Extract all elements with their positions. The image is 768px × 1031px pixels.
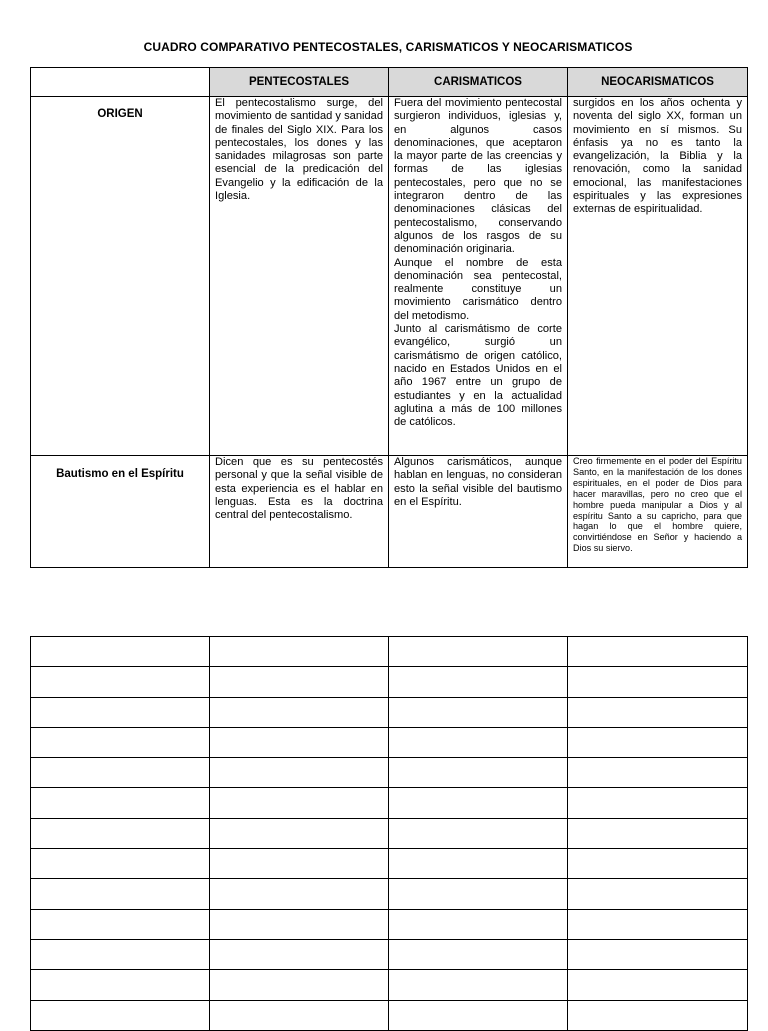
row-label-bautismo: Bautismo en el Espíritu — [31, 456, 210, 568]
empty-row — [31, 788, 748, 818]
empty-row — [31, 727, 748, 757]
empty-cell — [568, 818, 748, 848]
empty-cell — [389, 970, 568, 1000]
empty-cell — [568, 939, 748, 969]
empty-cell — [568, 727, 748, 757]
empty-cell — [389, 879, 568, 909]
empty-cell — [389, 697, 568, 727]
empty-cell — [568, 970, 748, 1000]
empty-row — [31, 970, 748, 1000]
empty-cell — [210, 1000, 389, 1030]
empty-cell — [568, 697, 748, 727]
cell-origen-pentecostales: El pentecostalismo surge, del movimiento de santidad y sanidad de finales del Siglo XIX. Para los pentecostales, los dones y las sanidades milagrosas son parte esencial de la predicación del Evangelio y la edificación de la Iglesia. — [210, 97, 389, 456]
empty-cell — [389, 727, 568, 757]
empty-cell — [31, 697, 210, 727]
empty-cell — [568, 909, 748, 939]
empty-row — [31, 1000, 748, 1030]
empty-cell — [389, 818, 568, 848]
empty-cell — [210, 788, 389, 818]
empty-cell — [31, 909, 210, 939]
empty-cell — [568, 849, 748, 879]
table-row — [31, 97, 748, 456]
empty-cell — [210, 637, 389, 667]
empty-cell — [210, 758, 389, 788]
cell-bautismo-carismaticos: Algunos carismáticos, aunque hablan en lenguas, no consideran esto la señal visible del bautismo en el Espíritu. — [389, 456, 568, 568]
empty-cell — [389, 939, 568, 969]
cell-origen-neocarismaticos: surgidos en los años ochenta y noventa del siglo XX, forman un movimiento en sí mismos. Su énfasis ya no es tanto la evangelización, la Biblia y la renovación, como la sanidad emocional, las manifestaciones espirituales y las expresiones externas de espiritualidad. — [568, 97, 748, 456]
empty-grid-body — [31, 637, 748, 1031]
empty-row — [31, 879, 748, 909]
empty-cell — [389, 909, 568, 939]
cell-bautismo-pentecostales: Dicen que es su pentecostés personal y que la señal visible de esta experiencia es el hablar en lenguas. Esta es la doctrina central del pentecostalismo. — [210, 456, 389, 568]
empty-cell — [31, 758, 210, 788]
empty-cell — [568, 758, 748, 788]
empty-cell — [389, 849, 568, 879]
empty-cell — [210, 727, 389, 757]
cell-origen-carismaticos — [389, 97, 568, 456]
empty-cell — [31, 939, 210, 969]
empty-cell — [389, 1000, 568, 1030]
document-title: CUADRO COMPARATIVO PENTECOSTALES, CARISMATICOS Y NEOCARISMATICOS — [143, 40, 633, 54]
empty-cell — [389, 637, 568, 667]
empty-cell — [210, 970, 389, 1000]
empty-row — [31, 909, 748, 939]
empty-cell — [210, 818, 389, 848]
empty-cell — [389, 667, 568, 697]
empty-grid-table — [30, 636, 748, 1031]
empty-cell — [31, 667, 210, 697]
header-row — [31, 68, 748, 97]
empty-row — [31, 667, 748, 697]
header-pentecostales: PENTECOSTALES — [210, 68, 389, 97]
empty-cell — [31, 818, 210, 848]
empty-cell — [210, 939, 389, 969]
empty-cell — [210, 849, 389, 879]
empty-cell — [389, 788, 568, 818]
header-carismaticos: CARISMATICOS — [389, 68, 568, 97]
empty-cell — [210, 667, 389, 697]
empty-row — [31, 849, 748, 879]
empty-cell — [31, 727, 210, 757]
paragraph: Fuera del movimiento pentecostal surgieron individuos, iglesias y, en algunos casos denominaciones, que aceptaron la mayor parte de las creencias y formas de las iglesias pentecostales, pero que no se integraron dentro de las denominaciones clásicas del pentecostalismo, conservando algunos de los rasgos de su denominación originaria. — [394, 97, 562, 256]
empty-cell — [389, 758, 568, 788]
empty-row — [31, 818, 748, 848]
header-neocarismaticos: NEOCARISMATICOS — [568, 68, 748, 97]
empty-cell — [568, 788, 748, 818]
empty-row — [31, 758, 748, 788]
table-row — [31, 456, 748, 568]
empty-cell — [210, 879, 389, 909]
empty-row — [31, 637, 748, 667]
empty-cell — [31, 788, 210, 818]
paragraph: Junto al carismátismo de corte evangélico, surgió un carismátismo de origen católico, nacido en Estados Unidos en el año 1967 entre un grupo de estudiantes y en la actualidad aglutina a más de 100 millones de católicos. — [394, 323, 562, 429]
empty-cell — [210, 697, 389, 727]
empty-cell — [568, 879, 748, 909]
empty-row — [31, 939, 748, 969]
empty-cell — [31, 970, 210, 1000]
empty-cell — [31, 637, 210, 667]
empty-cell — [31, 1000, 210, 1030]
header-blank — [31, 68, 210, 97]
cell-bautismo-neocarismaticos: Creo firmemente en el poder del Espíritu Santo, en la manifestación de los dones espirituales, en el poder de Dios para hacer maravillas, pero no creo que el hombre pueda manipular a Dios y al espíritu Santo a su capricho, para que hagan lo que el hombre quiere, convirtiéndose en Señor y haciendo a Dios su siervo. — [568, 456, 748, 568]
empty-cell — [31, 879, 210, 909]
row-label-origen: ORIGEN — [31, 97, 210, 456]
empty-cell — [31, 849, 210, 879]
paragraph: Aunque el nombre de esta denominación sea pentecostal, realmente constituye un movimiento carismático dentro del metodismo. — [394, 256, 562, 322]
comparison-table — [30, 67, 748, 568]
empty-cell — [210, 909, 389, 939]
empty-cell — [568, 637, 748, 667]
empty-row — [31, 697, 748, 727]
empty-cell — [568, 667, 748, 697]
empty-cell — [568, 1000, 748, 1030]
